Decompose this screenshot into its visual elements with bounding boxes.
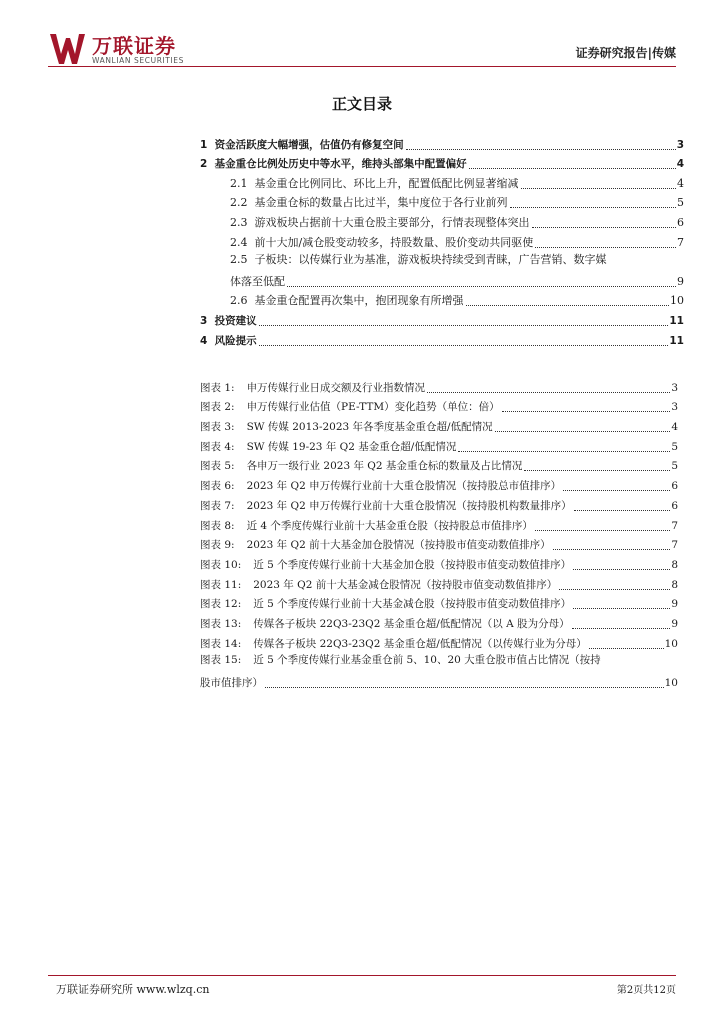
toc-entry-4[interactable]: 4 风险提示 11 [200,334,684,347]
figure-entry-15[interactable]: 图表 15: 近 5 个季度传媒行业基金重仓前 5、10、20 大重仓股市值占比情况（按持 [200,653,601,666]
toc-entry-2-1[interactable]: 2.1 基金重仓比例同比、环比上升，配置低配比例显著缩减 4 [230,176,684,190]
figure-entry-9[interactable]: 图表 9: 2023 年 Q2 前十大基金加仓股情况（按持股市值变动数值排序） 7 [200,539,678,552]
figure-entry-8[interactable]: 图表 8: 近 4 个季度传媒行业前十大基金重仓股（按持股总市值排序） 7 [200,519,678,532]
toc-entry-1[interactable]: 1 资金活跃度大幅增强，估值仍有修复空间 3 [200,138,684,151]
logo-english-name: WANLIAN SECURITIES [92,56,185,65]
figure-entry-4[interactable]: 图表 4: SW 传媒 19-23 年 Q2 基金重仓超/低配情况 5 [200,440,678,453]
toc-entry-2-6[interactable]: 2.6 基金重仓配置再次集中，抱团现象有所增强 10 [230,294,684,308]
figure-entry-7[interactable]: 图表 7: 2023 年 Q2 申万传媒行业前十大重仓股情况（按持股机构数量排序） 6 [200,499,678,512]
figure-entry-12[interactable]: 图表 12: 近 5 个季度传媒行业前十大基金减仓股（按持股市值变动数值排序） 9 [200,598,678,611]
toc-entry-2[interactable]: 2 基金重仓比例处历史中等水平，维持头部集中配置偏好 4 [200,158,684,171]
logo-chinese-name: 万联证券 [92,34,176,58]
figure-entry-1[interactable]: 图表 1: 申万传媒行业日成交额及行业指数情况 3 [200,381,678,394]
page-number: 第2页共12页 [616,985,676,996]
toc-entry-2-4[interactable]: 2.4 前十大加/减仓股变动较多，持股数量、股价变动共同驱使 7 [230,235,684,249]
page-header [48,24,676,68]
wanlian-logo-icon [48,32,86,66]
figure-entry-3[interactable]: 图表 3: SW 传媒 2013-2023 年各季度基金重仓超/低配情况 4 [200,421,678,434]
figure-entry-14[interactable]: 图表 14: 传媒各子板块 22Q3-23Q2 基金重仓超/低配情况（以传媒行业为分母） 10 [200,637,678,650]
figure-entry-6[interactable]: 图表 6: 2023 年 Q2 申万传媒行业前十大重仓股情况（按持股总市值排序） 6 [200,480,678,493]
toc-entry-2-2[interactable]: 2.2 基金重仓标的数量占比过半，集中度位于各行业前列 5 [230,196,684,210]
figure-entry-5[interactable]: 图表 5: 各申万一级行业 2023 年 Q2 基金重仓标的数量及占比情况 5 [200,460,678,473]
footer-divider [48,975,676,976]
toc-entry-2-5-continued[interactable]: 体落至低配 9 [230,274,684,288]
header-divider [48,66,676,67]
figure-entry-2[interactable]: 图表 2: 申万传媒行业估值（PE-TTM）变化趋势（单位：倍） 3 [200,401,678,414]
figure-entry-13[interactable]: 图表 13: 传媒各子板块 22Q3-23Q2 基金重仓超/低配情况（以 A 股为分母） 9 [200,617,678,630]
toc-entry-3[interactable]: 3 投资建议 11 [200,314,684,327]
list-of-figures [200,375,678,690]
footer-website: 万联证券研究所 www.wlzq.cn [56,983,210,996]
figure-entry-10[interactable]: 图表 10: 近 5 个季度传媒行业前十大基金加仓股（按持股市值变动数值排序） 8 [200,558,678,571]
toc-entry-2-5[interactable]: 2.5 子板块：以传媒行业为基准，游戏板块持续受到青睐，广告营销、数字媒 [230,252,607,266]
figure-entry-15-continued[interactable]: 股市值排序） 10 [200,677,678,689]
table-of-contents [200,132,684,348]
figure-entry-11[interactable]: 图表 11: 2023 年 Q2 前十大基金减仓股情况（按持股市值变动数值排序） 8 [200,578,678,591]
report-type-label: 证券研究报告|传媒 [575,46,676,60]
page-title: 正文目录 [331,95,392,113]
toc-entry-2-3[interactable]: 2.3 游戏板块占据前十大重仓股主要部分，行情表现整体突出 6 [230,215,684,229]
